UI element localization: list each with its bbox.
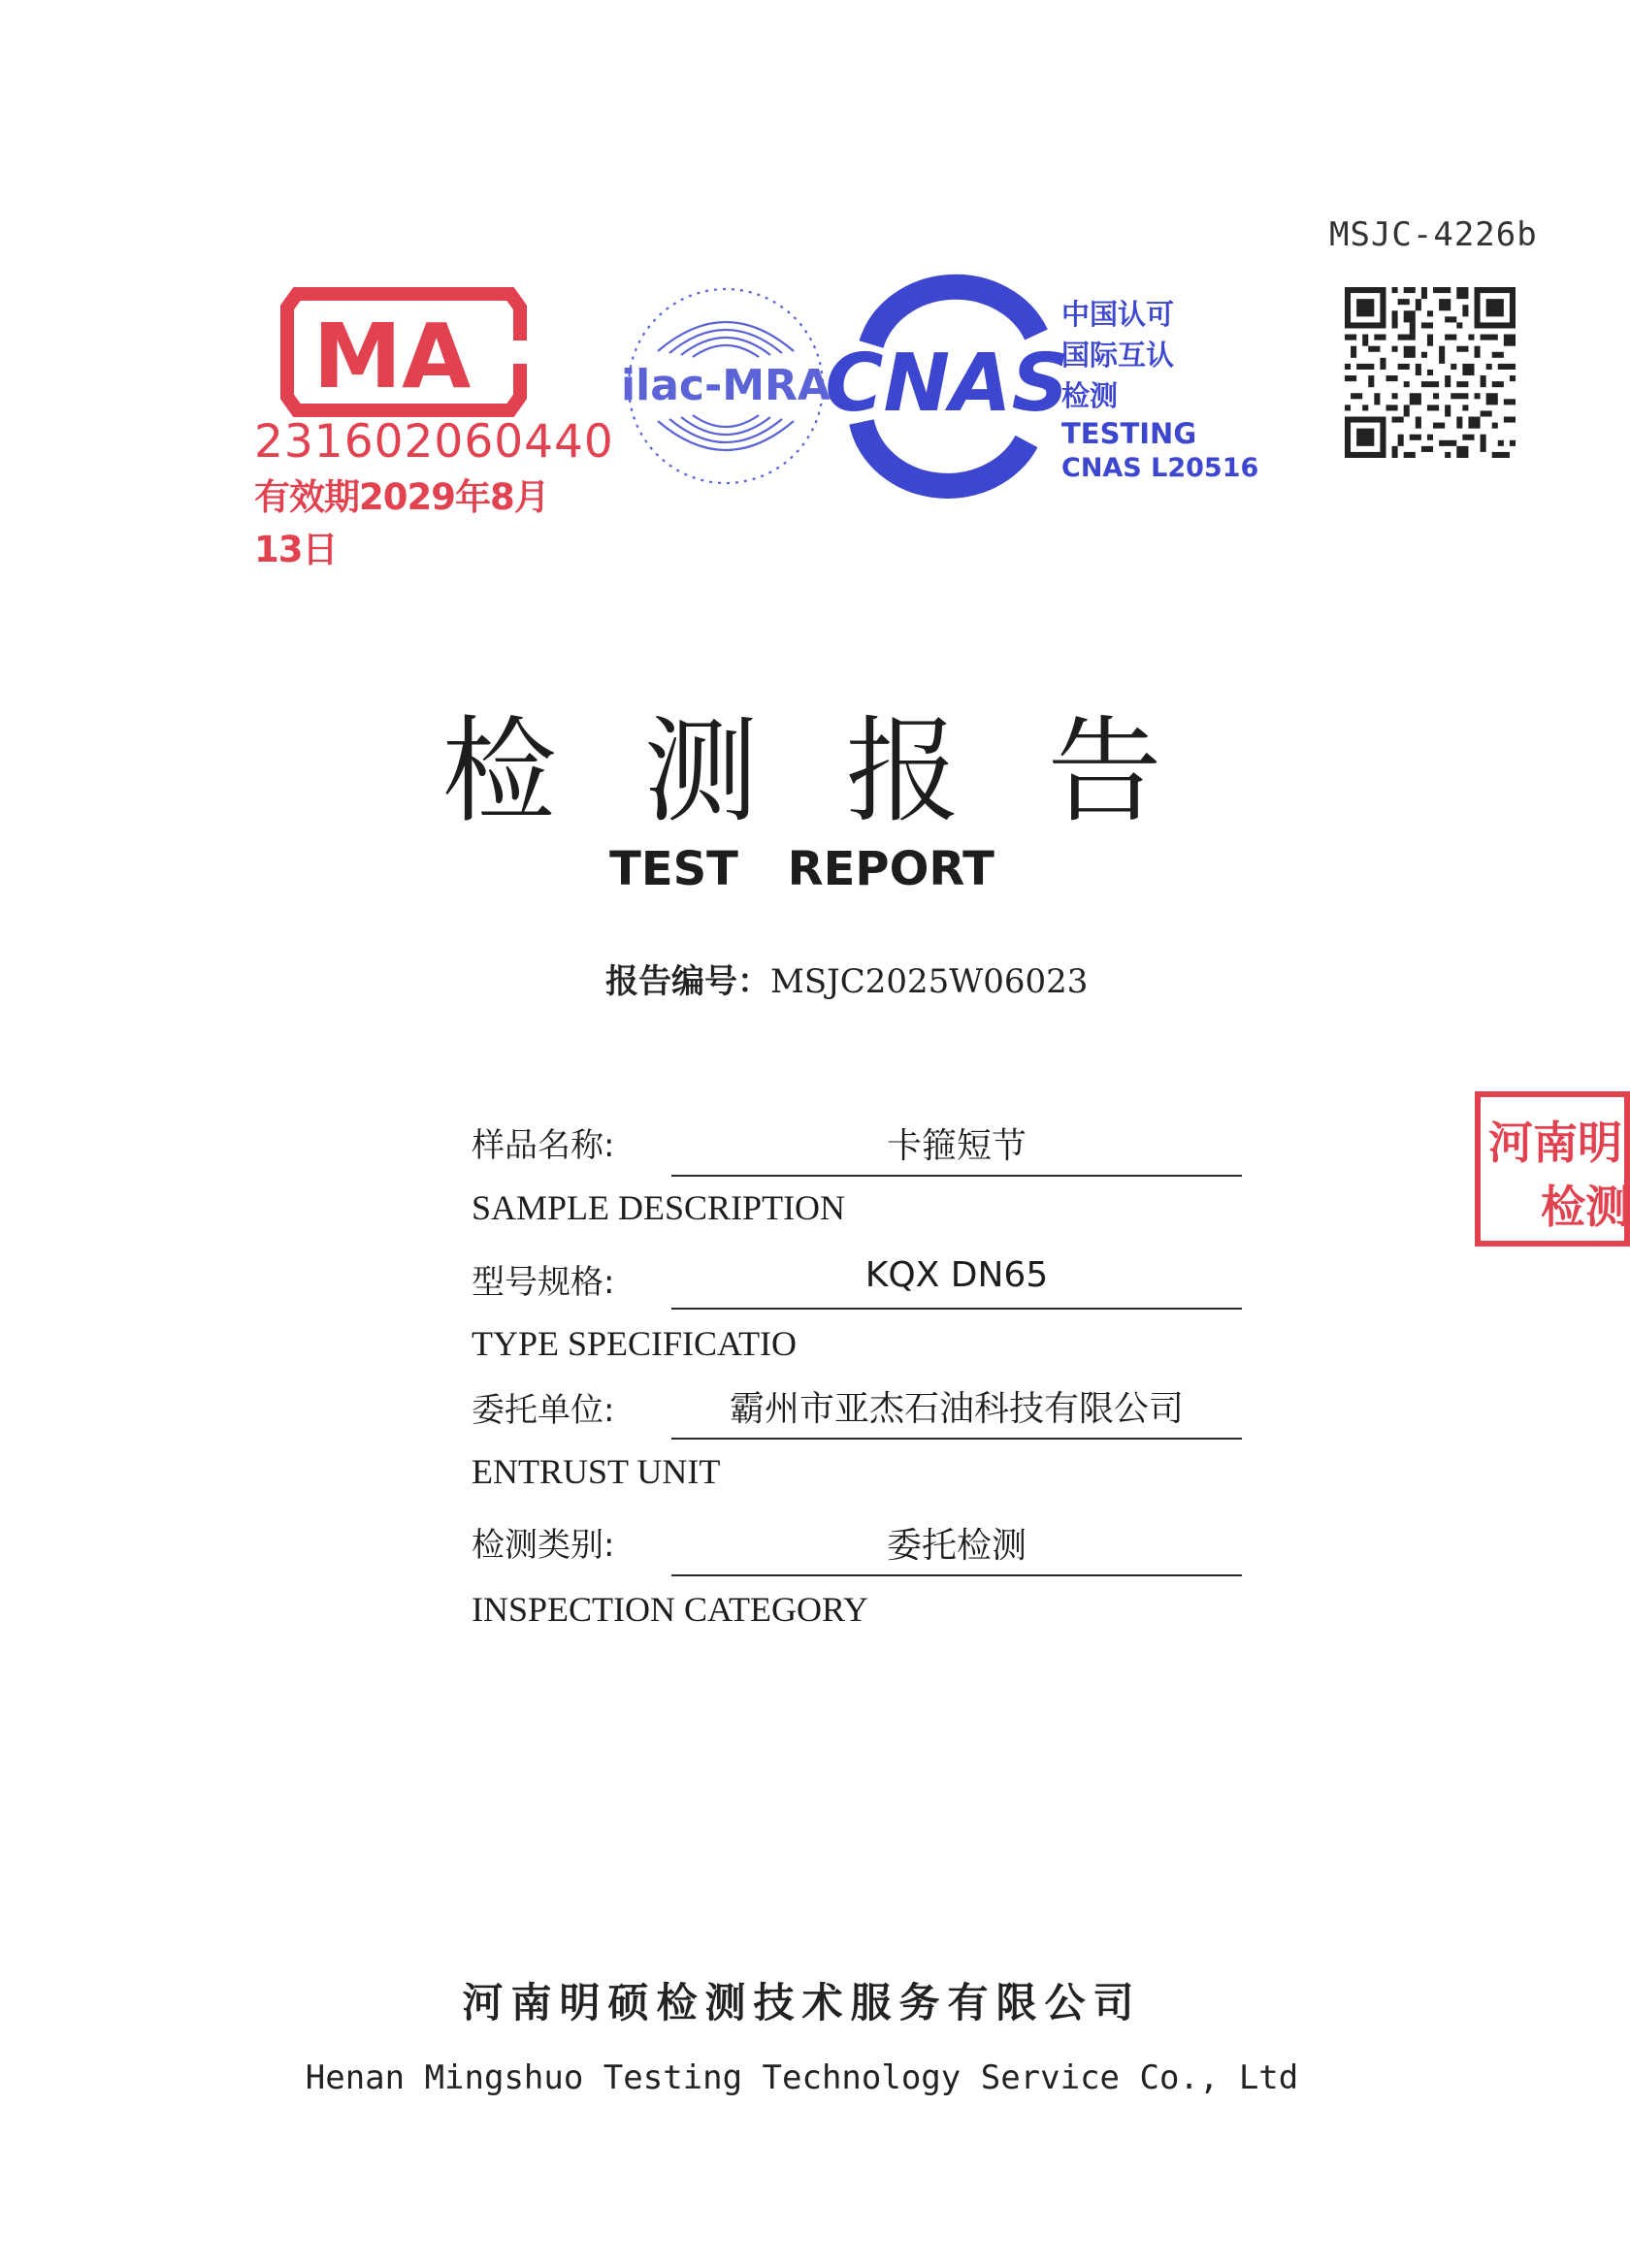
model-underline <box>671 1308 1242 1310</box>
inspection-category-label: INSPECTION CATEGORY <box>472 1590 869 1629</box>
category-value: 委托检测 <box>886 1526 1027 1566</box>
stamp-line1: 河南明 <box>1488 1117 1622 1169</box>
cnas-logo-text: CNAS <box>825 338 1069 430</box>
stamp-line2: 检测 <box>1541 1181 1630 1233</box>
cma-validity: 有效期2029年8月13日 <box>254 476 549 570</box>
ilac-logo-text: ilac-MRA <box>621 361 831 410</box>
cnas-en-line: TESTING <box>1061 417 1197 450</box>
report-number-value: MSJC2025W06023 <box>770 962 1089 1001</box>
qr-code-icon <box>1345 286 1516 459</box>
cma-logo-text: MA <box>312 305 472 408</box>
cma-number: 231602060440 <box>254 415 614 469</box>
client-label: 委托单位: <box>472 1391 615 1430</box>
category-label: 检测类别: <box>472 1526 615 1565</box>
form-code: MSJC-4226b <box>1329 215 1538 254</box>
cnas-code: CNAS L20516 <box>1061 453 1259 483</box>
type-specification-label: TYPE SPECIFICATIO <box>472 1324 798 1363</box>
cma-logo-icon <box>277 284 530 420</box>
title-cn: 检测报告 <box>441 704 1250 838</box>
sample-name-label: 样品名称: <box>472 1126 615 1165</box>
report-number <box>605 955 1088 1002</box>
cnas-logo-icon <box>825 296 1069 480</box>
title-en: TEST REPORT <box>609 842 994 896</box>
sample-name-value: 卡箍短节 <box>886 1126 1027 1166</box>
sample-name-underline <box>671 1175 1242 1177</box>
cnas-cn-line2: 国际互认 <box>1061 339 1175 372</box>
ilac-mra-logo-icon <box>619 283 832 489</box>
cnas-cn-line1: 中国认可 <box>1061 298 1175 331</box>
sample-description-label: SAMPLE DESCRIPTION <box>472 1188 846 1227</box>
report-number-label: 报告编号： <box>605 962 770 1001</box>
company-name-en: Henan Mingshuo Testing Technology Service Co., Ltd <box>305 2058 1299 2097</box>
client-value: 霸州市亚杰石油科技有限公司 <box>729 1389 1184 1429</box>
model-value: KQX DN65 <box>864 1255 1049 1295</box>
model-label: 型号规格: <box>472 1263 615 1302</box>
cnas-cn-line3: 检测 <box>1061 379 1119 412</box>
company-name-cn: 河南明硕检测技术服务有限公司 <box>462 1979 1142 2026</box>
entrust-unit-label: ENTRUST UNIT <box>472 1452 721 1491</box>
client-underline <box>671 1438 1242 1440</box>
category-underline <box>671 1574 1242 1576</box>
